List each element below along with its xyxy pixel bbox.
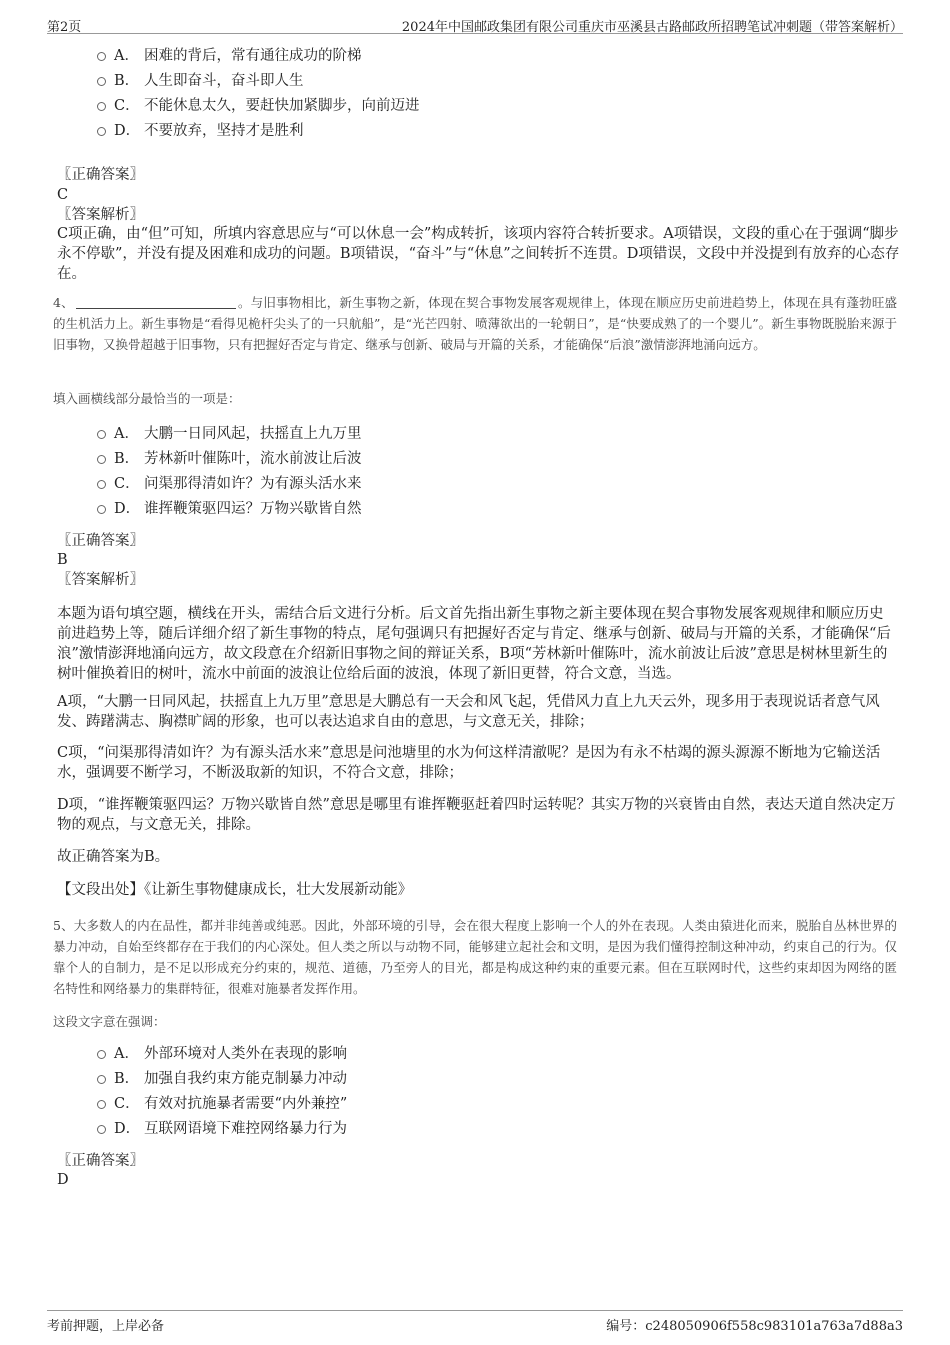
q4-options [97, 422, 362, 522]
q4-analysis-p3: C项，“问渠那得清如许？为有源头活水来”意思是问池塘里的水为何这样清澈呢？是因为有永不枯竭的源头源源不断地为它输送活水，强调要不断学习，不断汲取新的知识，不符合文意，排除； [57, 745, 881, 781]
q4-analysis-p4: D项，“谁挥鞭策驱四运？万物兴歇皆自然”意思是哪里有谁挥鞭驱赶着四时运转呢？其实万物的兴衰皆由自然，表达天道自然决定万物的观点，与文意无关，排除。 [57, 797, 896, 833]
q4-analysis-label: 〖答案解析〗 [57, 572, 144, 588]
q4-answer: B [57, 552, 68, 568]
option-d[interactable]: D． 互联网语境下难控网络暴力行为 [97, 1117, 347, 1142]
q3-analysis-label: 〖答案解析〗 [57, 207, 144, 223]
option-a[interactable]: A． 外部环境对人类外在表现的影响 [97, 1042, 347, 1067]
q5-answer: D [57, 1172, 69, 1188]
option-b[interactable]: B． 芳林新叶催陈叶，流水前波让后波 [97, 447, 362, 472]
q5-answer-label: 〖正确答案〗 [57, 1153, 144, 1169]
radio-icon[interactable] [97, 127, 106, 136]
fill-blank [76, 295, 236, 309]
footer-slogan: 考前押题，上岸必备 [47, 1319, 165, 1334]
option-b[interactable]: B． 加强自我约束方能克制暴力冲动 [97, 1067, 347, 1092]
option-a[interactable]: A． 大鹏一日同风起，扶摇直上九万里 [97, 422, 362, 447]
option-d[interactable]: D． 不要放弃，坚持才是胜利 [97, 119, 420, 144]
q5-prompt: 这段文字意在强调： [53, 1014, 166, 1029]
radio-icon[interactable] [97, 505, 106, 514]
radio-icon[interactable] [97, 102, 106, 111]
q3-answer-label: 〖正确答案〗 [57, 167, 144, 183]
option-c[interactable]: C． 问渠那得清如许？为有源头活水来 [97, 472, 362, 497]
q3-analysis: C项正确，由“但”可知，所填内容意思应与“可以休息一会”构成转折，该项内容符合转折要求。A项错误，文段的重心在于强调“脚步永不停歇”，并没有提及困难和成功的问题。B项错误，“奋斗”与“休息”之间转折不连贯。D项错误，文段中并没提到有放弃的心态存在。 [57, 226, 900, 282]
q4-analysis-p1: 本题为语句填空题，横线在开头，需结合后文进行分析。后文首先指出新生事物之新主要体现在契合事物发展客观规律和顺应历史前进趋势上等，随后详细介绍了新生事物的特点，尾句强调只有把握好否定与肯定、继承与创新、破局与开篇的关系，才能确保“后浪”激情澎湃地涌向远方，故文段意在介绍新旧事物之间的辩证关系，B项“芳林新叶催陈叶，流水前波让后波”意思是树林里新生的树叶催换着旧的树叶，流水中前面的波浪让位给后面的波浪，体现了新旧更替，符合文意，当选。 [57, 606, 891, 682]
q4-stem: 4、 。与旧事物相比，新生事物之新，体现在契合事物发展客观规律上，体现在顺应历史前进趋势上，体现在具有蓬勃旺盛的生机活力上。新生事物是“看得见桅杆尖头了的一只航船”，是“光芒四射、喷薄欲出的一轮朝日”，是“快要成熟了的一个婴儿”。新生事物既脱胎来源于旧事物，又换骨超越于旧事物，只有把握好否定与肯定、继承与创新、破局与开篇的关系，才能确保“后浪”激情澎湃地涌向远方。 [53, 295, 897, 352]
radio-icon[interactable] [97, 1100, 106, 1109]
option-c[interactable]: C． 不能休息太久，要赶快加紧脚步，向前迈进 [97, 94, 420, 119]
q4-analysis-p5: 故正确答案为B。 [57, 849, 170, 865]
document-title: 2024年中国邮政集团有限公司重庆市巫溪县古路邮政所招聘笔试冲刺题（带答案解析） [401, 20, 903, 35]
radio-icon[interactable] [97, 52, 106, 61]
q4-prompt: 填入画横线部分最恰当的一项是： [53, 391, 241, 406]
page-footer [47, 1310, 903, 1334]
radio-icon[interactable] [97, 455, 106, 464]
q4-source: 【文段出处】《让新生事物健康成长，壮大发展新动能》 [57, 882, 413, 898]
radio-icon[interactable] [97, 1125, 106, 1134]
radio-icon[interactable] [97, 1050, 106, 1059]
page-number: 第2页 [47, 20, 82, 35]
q4-answer-label: 〖正确答案〗 [57, 533, 144, 549]
option-c[interactable]: C． 有效对抗施暴者需要“内外兼控” [97, 1092, 347, 1117]
q4-analysis-p2: A项，“大鹏一日同风起，扶摇直上九万里”意思是大鹏总有一天会和风飞起，凭借风力直上九天云外，现多用于表现说话者意气风发、踌躇满志、胸襟旷阔的形象，也可以表达追求自由的意思，与文意无关，排除； [57, 694, 880, 730]
radio-icon[interactable] [97, 430, 106, 439]
q5-options [97, 1042, 347, 1142]
page-header [47, 14, 903, 34]
q3-answer: C [57, 187, 69, 203]
document-id: 编号：c248050906f558c983101a763a7d88a3 [606, 1319, 903, 1334]
q5-stem: 5、大多数人的内在品性，都并非纯善或纯恶。因此，外部环境的引导，会在很大程度上影响一个人的外在表现。人类由猿进化而来，脱胎自丛林世界的暴力冲动，自始至终都存在于我们的内心深处。但人类之所以与动物不同，能够建立起社会和文明，是因为我们懂得控制这种冲动，约束自己的行为。仅靠个人的自制力，是不足以形成充分约束的，规范、道德，乃至旁人的目光，都是构成这种约束的重要元素。但在互联网时代，这些约束却因为网络的匿名特性和网络暴力的集群特征，很难对施暴者发挥作用。 [53, 918, 897, 996]
q3-options [97, 44, 420, 144]
radio-icon[interactable] [97, 480, 106, 489]
radio-icon[interactable] [97, 77, 106, 86]
option-a[interactable]: A． 困难的背后，常有通往成功的阶梯 [97, 44, 420, 69]
option-b[interactable]: B． 人生即奋斗，奋斗即人生 [97, 69, 420, 94]
option-d[interactable]: D． 谁挥鞭策驱四运？万物兴歇皆自然 [97, 497, 362, 522]
radio-icon[interactable] [97, 1075, 106, 1084]
